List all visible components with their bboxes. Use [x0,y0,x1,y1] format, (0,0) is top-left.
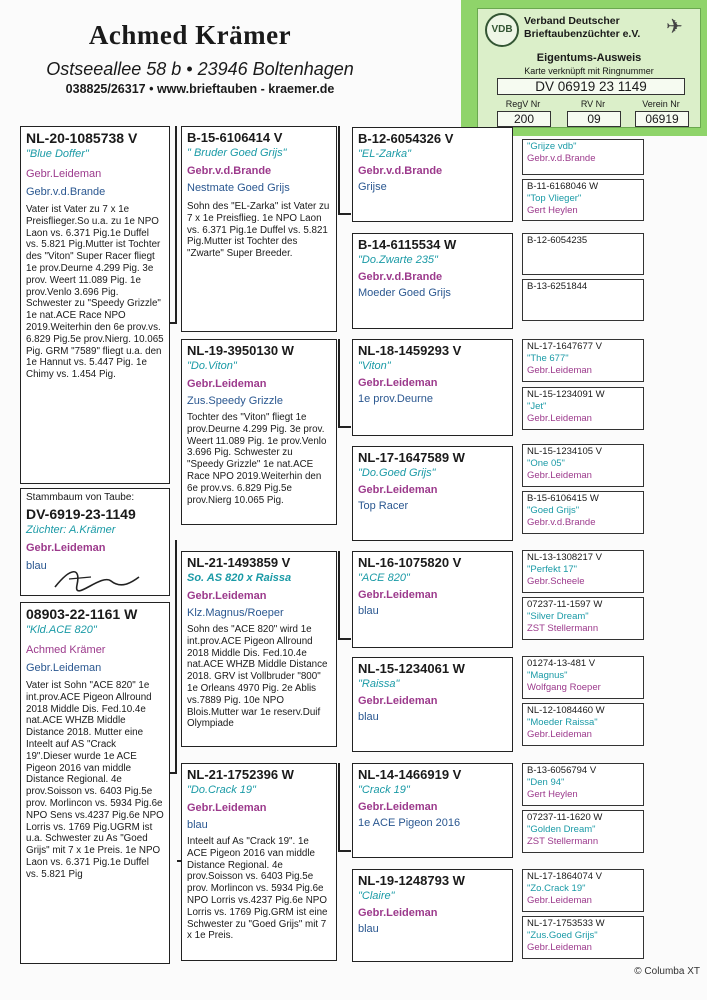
gen3-box-8 [352,869,513,962]
gen4-breeder: ZST Stellermann [527,623,599,634]
breeder-address: Ostseeallee 58 b • 23946 Boltenhagen [46,59,354,79]
gen2-ring: NL-19-3950130 W [187,343,294,358]
card-title: Eigentums-Ausweis [536,52,642,64]
gen2-breeder: Gebr.Leideman [187,378,267,390]
gen4-ring: NL-17-1864074 V [527,871,602,882]
gen4-breeder: Gebr.Leideman [527,365,592,376]
gen2-name: "Do.Viton" [187,360,237,372]
gen4-ring: NL-15-1234091 W [527,389,605,400]
gen4-box-10 [522,597,644,640]
gen4-ring: B-11-6168046 W [527,181,599,192]
gen4-ring: B-13-6251844 [527,281,588,292]
gen4-ring: NL-13-1308217 V [527,552,602,563]
dam-box [20,602,170,964]
gen3-box-2 [352,233,513,329]
gen3-box-1 [352,127,513,222]
gen2-breeder: Gebr.v.d.Brande [187,165,272,177]
gen4-name: "The 677" [527,353,569,364]
gen2-box-4 [181,763,337,961]
gen4-name: "Zo.Crack 19" [527,883,586,894]
gen3-info: blau [358,711,379,723]
gen3-breeder: Gebr.Leideman [358,695,438,707]
dam-description: Vater ist Sohn "ACE 820" 1e int.prov.ACE Pigeon Allround 2018 Middle Dis. Fed.10.4e nat.ACE WHZB Middle Distance 2018. Mutter eine Inteelt auf AS "Crack 19".Dieser wurde 1e ACE Pigeon 2016 van middle Distance Regional. 4e prov.Soisson vs. 6403 Pig.5e prov. Morlincon vs. 5934 Pig.6e NPO Sens vs.4237 Pig.6e NPO Lorris vs. 1769 Pig.UGRM ist u.a. Schwester zu As "Goed Grijs" mit 7 x 1e Preis. 1e NPO Laon vs. 6.371 Pig.1e Duffel vs. 5.821 Pig [26,680,164,880]
dam-ring: 08903-22-1161 W [26,606,138,622]
gen3-name: "Viton" [358,360,391,372]
gen4-ring: NL-17-1647677 V [527,341,602,352]
subject-box [20,488,170,596]
card-ring-number: DV 06919 23 1149 [497,78,685,95]
card-org-line1: Verband Deutscher [524,15,620,27]
pigeon-logo-icon: ✈ [666,16,683,38]
card-col3-label: Verein Nr [642,99,680,109]
sire-ring: NL-20-1085738 V [26,130,138,146]
gen4-breeder: Gert Heylen [527,789,578,800]
gen3-box-6 [352,657,513,752]
gen2-ring: NL-21-1752396 W [187,767,294,782]
subject-owner: Gebr.Leideman [26,542,106,554]
gen3-breeder: Gebr.Leideman [358,907,438,919]
gen3-info: 1e ACE Pigeon 2016 [358,817,461,829]
gen4-breeder: Gebr.Leideman [527,895,592,906]
gen3-info: Grijse [358,181,387,193]
gen4-ring: 01274-13-481 V [527,658,596,669]
gen3-breeder: Gebr.Leideman [358,589,438,601]
gen4-ring: 07237-11-1597 W [527,599,603,610]
gen3-ring: NL-18-1459293 V [358,343,462,358]
gen4-box-3 [522,233,644,275]
sire-box [20,126,170,484]
gen2-name: " Bruder Goed Grijs" [187,147,287,159]
gen3-info: 1e prov.Deurne [358,393,434,405]
gen3-breeder: Gebr.v.d.Brande [358,165,443,177]
gen2-info: Zus.Speedy Grizzle [187,395,283,407]
gen4-breeder: Gebr.v.d.Brande [527,153,596,164]
gen4-name: "Moeder Raissa" [527,717,598,728]
gen3-name: "Do.Zwarte 235" [358,254,438,266]
gen4-box-7 [522,444,644,487]
gen4-box-8 [522,491,644,534]
gen4-breeder: Gebr.Leideman [527,470,592,481]
gen4-box-11 [522,656,644,699]
gen4-box-5 [522,339,644,382]
ownership-card [461,0,707,136]
gen2-box-3 [181,551,337,747]
gen4-breeder: Gebr.Leideman [527,413,592,424]
breeder-contact: 038825/26317 • www.brieftauben - kraemer.de [65,82,335,96]
gen4-box-4 [522,279,644,321]
gen3-ring: NL-15-1234061 W [358,661,465,676]
sire-description: Vater ist Vater zu 7 x 1e Preisflieger.So u.a. zu 1e NPO Laon vs. 6.371 Pig.1e Duffel vs. 5.821 Pig.Mutter ist Tochter des "Viton" Super Racer fliegt 1e prov.Deurne 4.299 Pig. 3e prov. Weert 11.089 Pig. 1e prov.Venlo 3.696 Pig. Schwester zu "Speedy Grizzle" 1e nat.ACE Race NPO 2019.Weiterhin den 6e prov.vs. 6.829 Pig.5e prov.Nierg. 10.065 Pig. GRM "7589" fliegt u.a. den 1e Hannut vs. 5.447 Pig. 1e Chimy vs. 1.454 Pig. [26,204,164,381]
gen3-ring: B-12-6054326 V [358,131,454,146]
gen4-breeder: Gebr.Scheele [527,576,585,587]
vdb-logo-icon: VDB [485,13,519,47]
gen2-box-1 [181,126,337,332]
gen2-name: So. AS 820 x Raissa [187,572,292,584]
gen4-breeder: Gebr.Leideman [527,729,592,740]
signature-icon [51,565,141,593]
gen4-ring: NL-15-1234105 V [527,446,602,457]
card-col1-label: RegV Nr [505,99,541,109]
dam-info: Gebr.Leideman [26,662,102,674]
gen3-info: Moeder Goed Grijs [358,287,451,299]
gen3-name: "EL-Zarka" [358,148,412,160]
gen4-name: "Goed Grijs" [527,505,580,516]
gen4-name: "Perfekt 17" [527,564,578,575]
gen4-ring: 07237-11-1620 W [527,812,603,823]
card-subtitle: Karte verknüpft mit Ringnummer [524,66,654,76]
gen4-breeder: Gert Heylen [527,205,578,216]
gen2-breeder: Gebr.Leideman [187,802,267,814]
gen3-box-5 [352,551,513,648]
gen3-breeder: Gebr.v.d.Brande [358,271,443,283]
gen4-box-9 [522,550,644,593]
gen2-ring: NL-21-1493859 V [187,555,291,570]
gen4-box-16 [522,916,644,959]
gen3-breeder: Gebr.Leideman [358,377,438,389]
gen4-name: "Jet" [527,401,547,412]
dam-breeder: Achmed Krämer [26,644,106,656]
gen3-name: "Crack 19" [358,784,410,796]
gen2-description: Sohn des "ACE 820" wird 1e int.prov.ACE Pigeon Allround 2018 Middle Dis. Fed.10.4e nat.ACE WHZB Middle Distance 2018. GRV ist Vollbruder "800" 1e Orleans 4970 Pig. 2e Ablis vs.7889 Pig. 10e NPO Blois.Mutter war 1e reserv.Duif Olympiade [187,624,328,730]
gen4-name: "Magnus" [527,670,568,681]
sire-name: "Blue Doffer" [26,148,89,160]
gen3-breeder: Gebr.Leideman [358,801,438,813]
card-col2-label: RV Nr [580,99,606,109]
gen2-box-2 [181,339,337,525]
gen4-box-14 [522,810,644,853]
gen4-name: "Den 94" [527,777,565,788]
gen2-description: Tochter des "Viton" fliegt 1e prov.Deurne 4.299 Pig. 3e prov. Weert 11.089 Pig. 1e prov.Venlo 3.696 Pig. Schwester zu "Speedy Grizzle" 1e nat.ACE Race NPO 2019.Weiterhin den 6e prov.vs. 6.829 Pig.5e prov.Nierg 10.065 Pig. [187,412,327,506]
gen4-ring: B-15-6106415 W [527,493,599,504]
gen4-box-1 [522,139,644,175]
gen3-box-7 [352,763,513,858]
sire-info: Gebr.v.d.Brande [26,186,106,198]
subject-label: Stammbaum von Taube: [26,492,135,503]
gen4-box-2 [522,179,644,221]
gen4-name: "Zus.Goed Grijs" [527,930,598,941]
gen2-info: Klz.Magnus/Roeper [187,607,284,619]
gen4-breeder: Gebr.v.d.Brande [527,517,596,528]
card-org-line2: Brieftaubenzüchter e.V. [524,28,641,40]
gen4-name: "Grijze vdb" [527,141,577,152]
gen4-box-13 [522,763,644,806]
gen2-info: blau [187,819,208,831]
gen3-breeder: Gebr.Leideman [358,484,438,496]
gen3-info: blau [358,605,379,617]
gen3-info: blau [358,923,379,935]
gen3-name: "ACE 820" [358,572,410,584]
card-col2-value: 09 [567,111,621,127]
gen3-ring: NL-14-1466919 V [358,767,462,782]
gen4-name: "One 05" [527,458,565,469]
gen3-name: "Raissa" [358,678,400,690]
gen4-ring: NL-17-1753533 W [527,918,605,929]
gen2-description: Sohn des "EL-Zarka" ist Vater zu 7 x 1e Preisflieg. 1e NPO Laon vs. 6.371 Pig.1e Duffel vs. 5.821 Pig.Mutter ist Tochter des "Zwarte" Super Breeder. [187,201,330,260]
gen4-breeder: ZST Stellermann [527,836,599,847]
gen3-ring: NL-16-1075820 V [358,555,462,570]
gen2-ring: B-15-6106414 V [187,130,283,145]
gen3-name: "Do.Goed Grijs" [358,467,436,479]
gen4-name: "Golden Dream" [527,824,596,835]
gen4-box-15 [522,869,644,912]
card-col1-value: 200 [497,111,551,127]
gen3-box-4 [352,446,513,541]
breeder-name: Achmed Krämer [88,20,292,50]
gen2-info: Nestmate Goed Grijs [187,182,290,194]
gen2-name: "Do.Crack 19" [187,784,256,796]
gen4-breeder: Gebr.Leideman [527,942,592,953]
gen3-name: "Claire" [358,890,395,902]
subject-ring: DV-6919-23-1149 [26,506,136,522]
gen4-box-12 [522,703,644,746]
gen3-ring: NL-19-1248793 W [358,873,465,888]
gen4-name: "Top Vlieger" [527,193,582,204]
copyright: © Columba XT [634,966,700,977]
gen3-info: Top Racer [358,500,409,512]
gen4-ring: NL-12-1084460 W [527,705,605,716]
dam-name: "Kld.ACE 820" [26,624,97,636]
gen3-ring: NL-17-1647589 W [358,450,465,465]
gen2-description: Inteelt auf As "Crack 19". 1e ACE Pigeon 2016 van middle Distance Regional. 4e prov.Soisson vs. 6403 Pig.5e prov. Morlincon vs. 5934 Pig.6e NPO Lorris vs.4237 Pig.6e NPO Lorris vs. 1769 Pig.GRM ist eine Schwester zu "Goed Grijs" mit 7 x 1e Preis. [187,836,328,942]
gen4-name: "Silver Dream" [527,611,589,622]
gen4-ring: B-13-6056794 V [527,765,597,776]
sire-breeder: Gebr.Leideman [26,168,102,180]
gen3-box-3 [352,339,513,436]
gen4-ring: B-12-6054235 [527,235,588,246]
gen3-ring: B-14-6115534 W [358,237,457,252]
gen4-box-6 [522,387,644,430]
card-col3-value: 06919 [635,111,689,127]
subject-breeder: Züchter: A.Krämer [26,524,116,536]
gen4-breeder: Wolfgang Roeper [527,682,601,693]
subject-color: blau [26,560,47,572]
gen2-breeder: Gebr.Leideman [187,590,267,602]
